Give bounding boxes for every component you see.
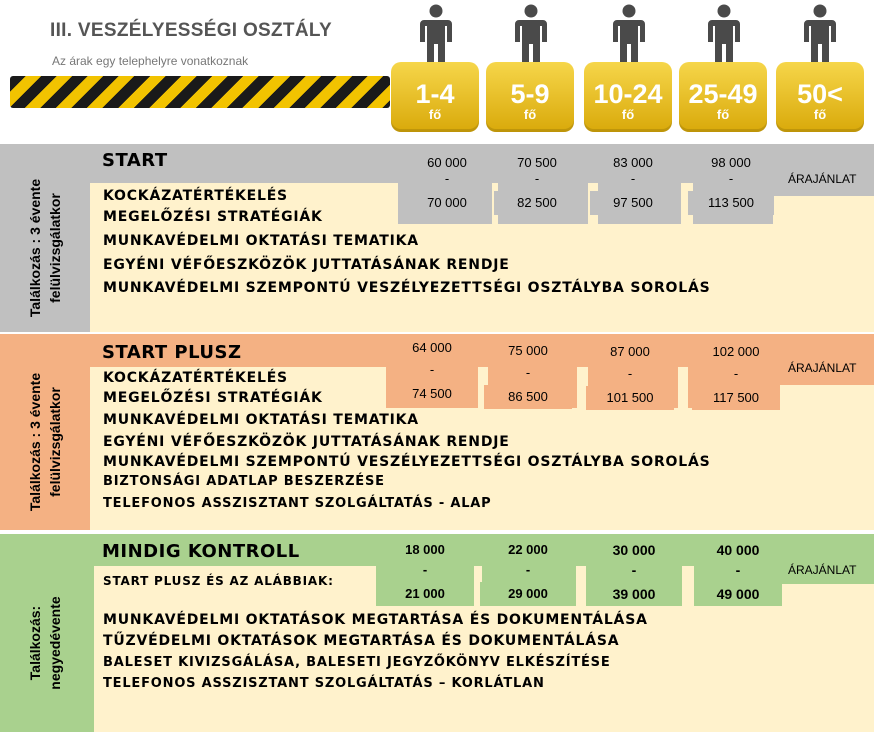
price-high: 101 500	[586, 386, 674, 410]
package-intro: START PLUSZ ÉS AZ ALÁBBIAK:	[103, 574, 334, 588]
tab-size-50-plus	[776, 62, 864, 132]
package-start-sidebar	[0, 144, 90, 332]
price-low: 30 000	[612, 542, 656, 558]
price-dash: -	[444, 171, 450, 186]
tab-size-5-9	[486, 62, 574, 132]
price-range-10-24	[586, 344, 674, 410]
service-item: EGYÉNI VÉFŐESZKÖZÖK JUTTATÁSÁNAK RENDJE	[103, 434, 510, 450]
price-dash: -	[733, 366, 739, 381]
price-dash: -	[429, 362, 435, 377]
price-low: 60 000	[427, 155, 467, 170]
service-item: EGYÉNI VÉFŐESZKÖZÖK JUTTATÁSÁNAK RENDJE	[103, 257, 510, 273]
price-dash: -	[627, 366, 633, 381]
price-range-25-49	[694, 542, 782, 606]
price-low: 83 000	[613, 155, 653, 170]
meeting-frequency: Találkozás : 3 évente	[27, 372, 43, 512]
service-item: MUNKAVÉDELMI SZEMPONTÚ VESZÉLYEZETTSÉGI OSZTÁLYBA SOROLÁS	[103, 280, 711, 296]
person-icon	[607, 4, 651, 66]
page-title: III. VESZÉLYESSÉGI OSZTÁLY	[50, 20, 332, 41]
price-high: 29 000	[480, 582, 576, 606]
tab-unit: fő	[621, 107, 635, 122]
price-low: 18 000	[405, 542, 445, 557]
price-dash: -	[728, 171, 734, 186]
price-low: 98 000	[711, 155, 751, 170]
price-low: 40 000	[716, 542, 760, 558]
price-low: 64 000	[412, 340, 452, 355]
price-high: 117 500	[692, 386, 780, 410]
price-range-5-9	[494, 155, 580, 215]
meeting-note: felülvizsgálatkor	[47, 387, 63, 497]
price-range-1-4	[378, 542, 472, 606]
tab-range: 5-9	[510, 79, 550, 109]
price-range-5-9	[484, 343, 572, 409]
service-item: MUNKAVÉDELMI OKTATÁSOK MEGTARTÁSA ÉS DOKUMENTÁLÁSA	[103, 612, 648, 628]
price-range-10-24	[590, 155, 676, 215]
service-item: MUNKAVÉDELMI OKTATÁSI TEMATIKA	[103, 412, 419, 428]
price-range-1-4	[388, 340, 476, 406]
package-start-plusz-sidebar	[0, 334, 90, 530]
price-high: 82 500	[494, 191, 580, 215]
tab-unit: fő	[523, 107, 537, 122]
service-item: MUNKAVÉDELMI OKTATÁSI TEMATIKA	[103, 233, 419, 249]
meeting-frequency: Találkozás : 3 évente	[27, 178, 43, 318]
price-low: 87 000	[610, 344, 650, 359]
price-dash: -	[735, 562, 741, 578]
person-icon	[798, 4, 842, 66]
person-icon	[414, 4, 458, 66]
package-name: MINDIG KONTROLL	[102, 541, 300, 562]
service-item: KOCKÁZATÉRTÉKELÉS	[103, 370, 288, 386]
package-name: START	[102, 150, 168, 171]
price-high: 39 000	[586, 582, 682, 606]
price-dash: -	[631, 562, 637, 578]
service-item: BIZTONSÁGI ADATLAP BESZERZÉSE	[103, 474, 385, 489]
price-low: 70 500	[517, 155, 557, 170]
price-range-1-4	[404, 155, 490, 215]
person-icon	[702, 4, 746, 66]
price-low: 102 000	[712, 344, 760, 359]
price-high: 49 000	[694, 582, 782, 606]
meeting-note: negyedévente	[47, 596, 63, 690]
meeting-note: felülvizsgálatkor	[47, 193, 63, 303]
tab-unit: fő	[428, 107, 442, 122]
price-dash: -	[534, 171, 540, 186]
quote-label: ÁRAJÁNLAT	[788, 361, 857, 375]
tab-size-1-4	[391, 62, 479, 132]
tab-range: 25-49	[688, 79, 758, 109]
price-high: 21 000	[378, 582, 472, 606]
tab-range: 10-24	[593, 79, 663, 109]
meeting-frequency: Találkozás:	[27, 605, 43, 681]
service-item: MUNKAVÉDELMI SZEMPONTÚ VESZÉLYEZETTSÉGI OSZTÁLYBA SOROLÁS	[103, 454, 711, 470]
price-range-25-49	[688, 155, 774, 215]
tab-range: 50<	[797, 79, 843, 109]
tab-range: 1-4	[415, 79, 455, 109]
service-item: MEGELŐZÉSI STRATÉGIÁK	[103, 390, 323, 406]
price-dash: -	[630, 171, 636, 186]
package-mindig-kontroll-body	[94, 566, 376, 732]
price-range-5-9	[480, 542, 576, 606]
tab-unit: fő	[813, 107, 827, 122]
package-name: START PLUSZ	[102, 342, 242, 363]
tab-size-10-24	[584, 62, 672, 132]
quote-label: ÁRAJÁNLAT	[788, 172, 857, 186]
price-range-25-49	[692, 344, 780, 410]
service-item: KOCKÁZATÉRTÉKELÉS	[103, 188, 288, 204]
tab-unit: fő	[716, 107, 730, 122]
price-high: 70 000	[404, 191, 490, 215]
person-icon	[509, 4, 553, 66]
price-high: 113 500	[688, 191, 774, 215]
service-item: TŰZVÉDELMI OKTATÁSOK MEGTARTÁSA ÉS DOKUMENTÁLÁSA	[103, 633, 620, 649]
service-item: TELEFONOS ASSZISZTANT SZOLGÁLTATÁS - ALAP	[103, 496, 492, 511]
package-mindig-kontroll-sidebar	[0, 534, 90, 732]
price-low: 75 000	[508, 343, 548, 358]
service-item: MEGELŐZÉSI STRATÉGIÁK	[103, 209, 323, 225]
tab-size-25-49	[679, 62, 767, 132]
hazard-stripe-bar	[10, 76, 390, 108]
price-high: 86 500	[484, 385, 572, 409]
price-dash: -	[422, 562, 428, 577]
price-range-10-24	[586, 542, 682, 606]
price-dash: -	[525, 562, 531, 577]
price-dash: -	[525, 365, 531, 380]
service-item: TELEFONOS ASSZISZTANT SZOLGÁLTATÁS – KORLÁTLAN	[103, 676, 545, 691]
page-subtitle: Az árak egy telephelyre vonatkoznak	[52, 54, 249, 68]
price-high: 97 500	[590, 191, 676, 215]
service-item: BALESET KIVIZSGÁLÁSA, BALESETI JEGYZŐKÖNYV ELKÉSZÍTÉSE	[103, 655, 611, 670]
price-high: 74 500	[388, 382, 476, 406]
quote-label: ÁRAJÁNLAT	[788, 563, 857, 577]
price-low: 22 000	[508, 542, 548, 557]
